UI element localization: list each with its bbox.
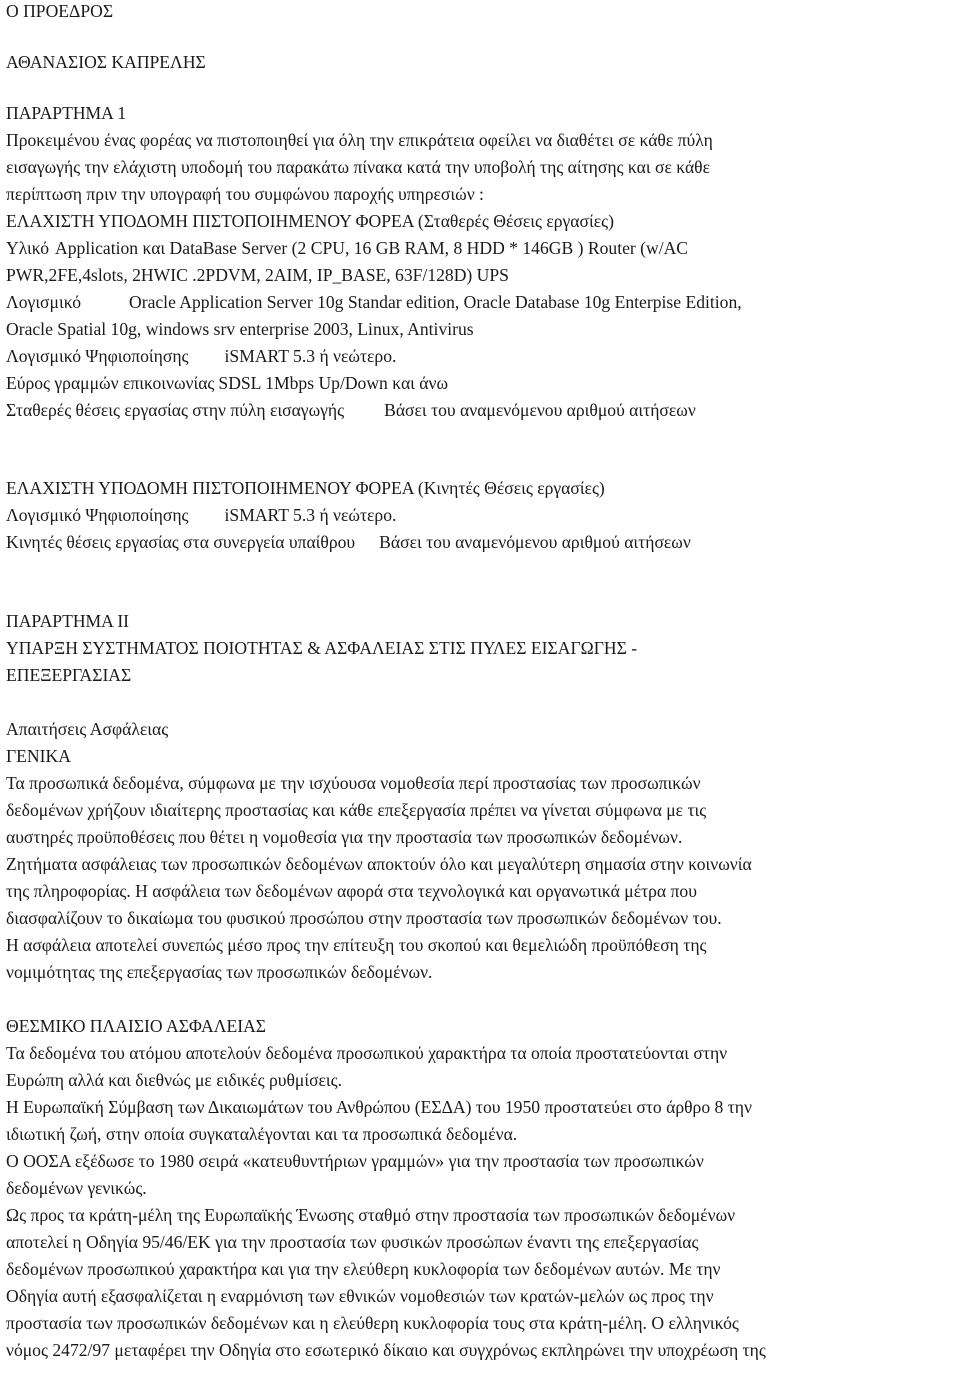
framework-paragraph-line: Ως προς τα κράτη-μέλη της Ευρωπαϊκής Ένωσης σταθμό στην προστασία των προσωπικών δεδομένων <box>6 1205 736 1225</box>
mobile-workstations-label: Κινητές θέσεις εργασίας στα συνεργεία υπαίθρου <box>6 532 356 552</box>
mobile-infrastructure-heading: ΕΛΑΧΙΣΤΗ ΥΠΟΔΟΜΗ ΠΙΣΤΟΠΟΙΗΜΕΝΟΥ ΦΟΡΕΑ (Κινητές Θέσεις εργασίες) <box>6 478 605 498</box>
president-name: ΑΘΑΝΑΣΙΟΣ ΚΑΠΡΕΛΗΣ <box>6 52 206 72</box>
annex2-title: ΠΑΡΑΡΤΗΜΑ ΙΙ <box>6 611 130 631</box>
general-paragraph-line: Τα προσωπικά δεδομένα, σύμφωνα με την ισχύουσα νομοθεσία περί προστασίας των προσωπικών <box>6 773 701 793</box>
bandwidth-value: SDSL 1Mbps Up/Down και άνω <box>218 373 449 393</box>
software-label: Λογισμικό <box>6 292 81 312</box>
framework-paragraph-line: δεδομένων γενικώς. <box>6 1178 147 1198</box>
general-paragraph-line: δεδομένων χρήζουν ιδιαίτερης προστασίας και κάθε επεξεργασία πρέπει να γίνεται σύμφωνα με τις <box>6 800 707 820</box>
general-paragraph-line: νομιμότητας της επεξεργασίας των προσωπικών δεδομένων. <box>6 962 433 982</box>
fixed-workstations-row <box>6 399 696 421</box>
general-paragraph-line: Ζητήματα ασφάλειας των προσωπικών δεδομένων αποκτούν όλο και μεγαλύτερη σημασία στην κοινωνία <box>6 854 752 874</box>
annex2-subtitle-continued: ΕΠΕΞΕΡΓΑΣΙΑΣ <box>6 665 132 685</box>
annex1-intro-line: περίπτωση πριν την υπογραφή του συμφώνου παροχής υπηρεσιών : <box>6 184 484 204</box>
general-paragraph-line: διασφαλίζουν το δικαίωμα του φυσικού προσώπου στην προστασία των προσωπικών δεδομένων του. <box>6 908 722 928</box>
fixed-workstations-value: Βάσει του αναμενόμενου αριθμού αιτήσεων <box>384 400 696 420</box>
mobile-workstations-value: Βάσει του αναμενόμενου αριθμού αιτήσεων <box>379 532 691 552</box>
mobile-workstations-row <box>6 531 691 553</box>
mobile-digitization-row <box>6 504 396 526</box>
hardware-row <box>6 237 688 259</box>
framework-paragraph-line: ιδιωτική ζωή, στην οποία συγκαταλέγονται και τα προσωπικά δεδομένα. <box>6 1124 518 1144</box>
framework-paragraph-line: νόμος 2472/97 μεταφέρει την Οδηγία στο εσωτερικό δίκαιο και συγχρόνως εκπληρώνει την υποχρέωση της <box>6 1340 766 1360</box>
software-value-continued: Oracle Spatial 10g, windows srv enterprise 2003, Linux, Antivirus <box>6 319 474 339</box>
framework-paragraph-line: Ευρώπη αλλά και διεθνώς με ειδικές ρυθμίσεις. <box>6 1070 343 1090</box>
annex1-title: ΠΑΡΑΡΤΗΜΑ 1 <box>6 103 127 123</box>
hardware-label: Υλικό <box>6 238 50 258</box>
bandwidth-label: Εύρος γραμμών επικοινωνίας <box>6 373 215 393</box>
mobile-digitization-label: Λογισμικό Ψηφιοποίησης <box>6 505 189 525</box>
annex2-subtitle: ΥΠΑΡΞΗ ΣΥΣΤΗΜΑΤΟΣ ΠΟΙΟΤΗΤΑΣ & ΑΣΦΑΛΕΙΑΣ ΣΤΙΣ ΠΥΛΕΣ ΕΙΣΑΓΩΓΗΣ - <box>6 638 638 658</box>
bandwidth-row <box>6 372 448 394</box>
framework-paragraph-line: αποτελεί η Οδηγία 95/46/ΕΚ για την προστασία των φυσικών προσώπων έναντι της επεξεργασίας <box>6 1232 699 1252</box>
digitization-label: Λογισμικό Ψηφιοποίησης <box>6 346 189 366</box>
security-requirements-heading: Απαιτήσεις Ασφάλειας <box>6 719 169 739</box>
annex1-intro-line: Προκειμένου ένας φορέας να πιστοποιηθεί για όλη την επικράτεια οφείλει να διαθέτει σε κάθε πύλη <box>6 130 713 150</box>
digitization-value: iSMART 5.3 ή νεώτερο. <box>224 346 397 366</box>
general-paragraph-line: της πληροφορίας. Η ασφάλεια των δεδομένων αφορά στα τεχνολογικά και οργανωτικά μέτρα που <box>6 881 697 901</box>
general-paragraph-line: Η ασφάλεια αποτελεί συνεπώς μέσο προς την επίτευξη του σκοπού και θεμελιώδη προϋπόθεση της <box>6 935 707 955</box>
framework-heading: ΘΕΣΜΙΚΟ ΠΛΑΙΣΙΟ ΑΣΦΑΛΕΙΑΣ <box>6 1016 267 1036</box>
fixed-workstations-label: Σταθερές θέσεις εργασίας στην πύλη εισαγωγής <box>6 400 345 420</box>
president-title: Ο ΠΡΟΕΔΡΟΣ <box>6 1 114 21</box>
software-value: Oracle Application Server 10g Standar edition, Oracle Database 10g Enterpise Edition, <box>129 292 742 312</box>
framework-paragraph-line: Η Ευρωπαϊκή Σύμβαση των Δικαιωμάτων του Ανθρώπου (ΕΣΔΑ) του 1950 προστατεύει στο άρθρο 8 την <box>6 1097 752 1117</box>
hardware-value-continued: PWR,2FE,4slots, 2HWIC .2PDVM, 2AIM, IP_BASE, 63F/128D) UPS <box>6 265 509 285</box>
general-heading: ΓΕΝΙΚΑ <box>6 746 71 766</box>
software-row <box>6 291 742 313</box>
annex1-intro-line: εισαγωγής την ελάχιστη υποδομή του παρακάτω πίνακα κατά την υποβολή της αίτησης και σε κάθε <box>6 157 710 177</box>
framework-paragraph-line: Οδηγία αυτή εξασφαλίζεται η εναρμόνιση των εθνικών νομοθεσιών των κρατών-μελών ως προς την <box>6 1286 714 1306</box>
mobile-digitization-value: iSMART 5.3 ή νεώτερο. <box>224 505 397 525</box>
framework-paragraph-line: προστασία των προσωπικών δεδομένων και η ελεύθερη κυκλοφορία τους στα κράτη-μέλη. Ο ελληνικός <box>6 1313 739 1333</box>
framework-paragraph-line: Ο ΟΟΣΑ εξέδωσε το 1980 σειρά «κατευθυντήριων γραμμών» για την προστασία των προσωπικών <box>6 1151 704 1171</box>
hardware-value: Application και DataBase Server (2 CPU, 16 GB RAM, 8 HDD * 146GB ) Router (w/AC <box>55 238 689 258</box>
fixed-infrastructure-heading: ΕΛΑΧΙΣΤΗ ΥΠΟΔΟΜΗ ΠΙΣΤΟΠΟΙΗΜΕΝΟΥ ΦΟΡΕΑ (Σταθερές Θέσεις εργασίες) <box>6 211 614 231</box>
framework-paragraph-line: Τα δεδομένα του ατόμου αποτελούν δεδομένα προσωπικού χαρακτήρα τα οποία προστατεύονται στην <box>6 1043 728 1063</box>
framework-paragraph-line: δεδομένων προσωπικού χαρακτήρα και για την ελεύθερη κυκλοφορία των δεδομένων αυτών. Με την <box>6 1259 721 1279</box>
general-paragraph-line: αυστηρές προϋποθέσεις που θέτει η νομοθεσία για την προστασία των προσωπικών δεδομένων. <box>6 827 683 847</box>
digitization-software-row <box>6 345 396 367</box>
